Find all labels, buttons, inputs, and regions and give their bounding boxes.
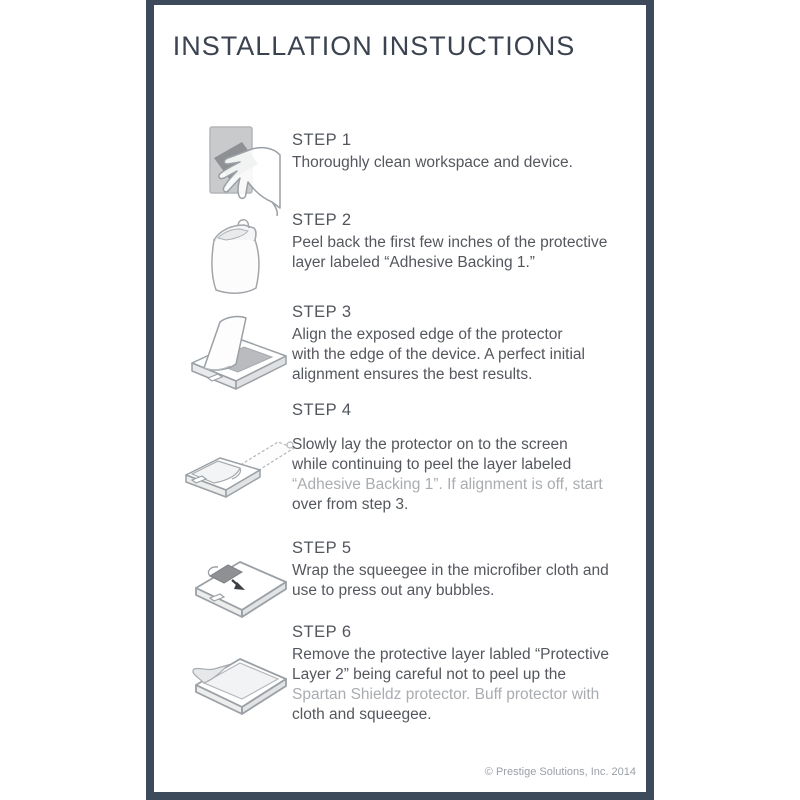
step-line: Align the exposed edge of the protector bbox=[292, 326, 563, 343]
peel-backing-icon bbox=[198, 216, 278, 301]
step-line: Peel back the first few inches of the protective bbox=[292, 234, 608, 251]
step-line: layer labeled “Adhesive Backing 1.” bbox=[292, 254, 535, 271]
page-title: INSTALLATION INSTUCTIONS bbox=[172, 31, 576, 61]
step-line: use to press out any bubbles. bbox=[292, 582, 495, 599]
step-heading: STEP 2 bbox=[292, 211, 352, 229]
step-line: Layer 2” being careful not to peel up the bbox=[292, 666, 567, 683]
step-heading: STEP 6 bbox=[292, 623, 352, 641]
align-protector-icon bbox=[186, 306, 291, 396]
step-line: Remove the protective layer labled “Protective bbox=[292, 646, 610, 663]
step-line: over from step 3. bbox=[292, 496, 409, 513]
step-line: Slowly lay the protector on to the screen bbox=[292, 436, 568, 453]
step-heading: STEP 3 bbox=[292, 303, 352, 321]
step-heading: STEP 5 bbox=[292, 539, 352, 557]
step-line: cloth and squeegee. bbox=[292, 706, 432, 723]
hand-cleaning-icon bbox=[190, 122, 285, 217]
step-line: “Adhesive Backing 1”. If alignment is off, start bbox=[292, 476, 603, 493]
step-line: alignment ensures the best results. bbox=[292, 366, 533, 383]
step-line: Thoroughly clean workspace and device. bbox=[292, 154, 573, 171]
squeegee-cloth-icon bbox=[188, 546, 293, 626]
instruction-card bbox=[146, 0, 654, 800]
step-heading: STEP 4 bbox=[292, 401, 352, 419]
step-line: with the edge of the device. A perfect initial bbox=[292, 346, 585, 363]
step-line: while continuing to peel the layer labeled bbox=[292, 456, 572, 473]
lay-protector-icon bbox=[180, 432, 300, 507]
step-line: Spartan Shieldz protector. Buff protector with bbox=[292, 686, 600, 703]
remove-top-layer-icon bbox=[188, 641, 293, 721]
copyright-text: © Prestige Solutions, Inc. 2014 bbox=[484, 766, 636, 778]
step-heading: STEP 1 bbox=[292, 131, 352, 149]
step-line: Wrap the squeegee in the microfiber cloth and bbox=[292, 562, 609, 579]
